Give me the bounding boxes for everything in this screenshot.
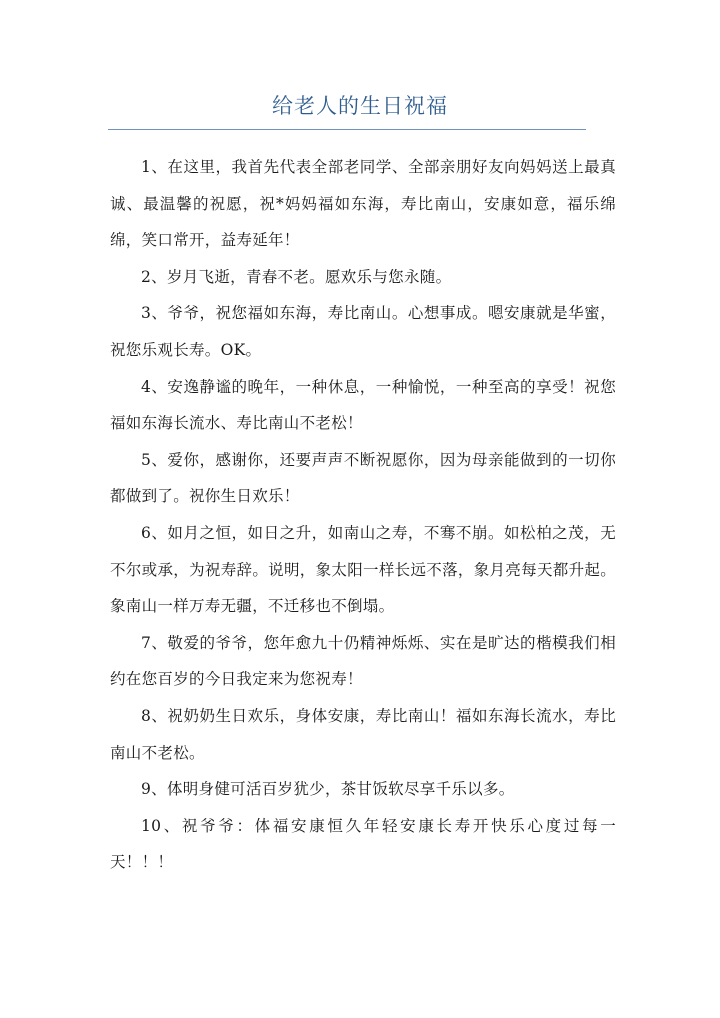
paragraph-7: 7、敬爱的爷爷，您年愈九十仍精神烁烁、实在是旷达的楷模我们相约在您百岁的今日我定来为您祝寿！ [110,633,616,689]
paragraph-8: 8、祝奶奶生日欢乐，身体安康，寿比南山！福如东海长流水，寿比南山不老松。 [110,706,616,762]
paragraph-2: 2、岁月飞逝，青春不老。愿欢乐与您永随。 [141,267,452,286]
title-divider [108,129,586,130]
paragraph-3: 3、爷爷，祝您福如东海，寿比南山。心想事成。嗯安康就是华蜜，祝您乐观长寿。OK。 [110,304,616,359]
paragraph-1: 1、在这里，我首先代表全部老同学、全部亲朋好友向妈妈送上最真诚、最温馨的祝愿，祝*妈妈福如东海，寿比南山，安康如意，福乐绵绵，笑口常开，益寿延年！ [110,158,616,250]
paragraph-4: 4、安逸静谧的晚年，一种休息，一种愉悦，一种至高的享受！祝您福如东海长流水、寿比南山不老松！ [110,377,616,433]
paragraph-5: 5、爱你，感谢你，还要声声不断祝愿你，因为母亲能做到的一切你都做到了。祝你生日欢乐！ [110,450,616,506]
page-title: 给老人的生日祝福 [272,94,448,118]
document-body [110,149,616,881]
paragraph-9: 9、体明身健可活百岁犹少，茶甘饭软尽享千乐以多。 [141,780,515,799]
paragraph-10: 10、祝爷爷：体福安康恒久年轻安康长寿开快乐心度过每一天！！！ [110,816,616,872]
paragraph-6: 6、如月之恒，如日之升，如南山之寿，不骞不崩。如松柏之茂，无不尔或承，为祝寿辞。说明，象太阳一样长远不落，象月亮每天都升起。象南山一样万寿无疆，不迁移也不倒塌。 [110,523,616,616]
